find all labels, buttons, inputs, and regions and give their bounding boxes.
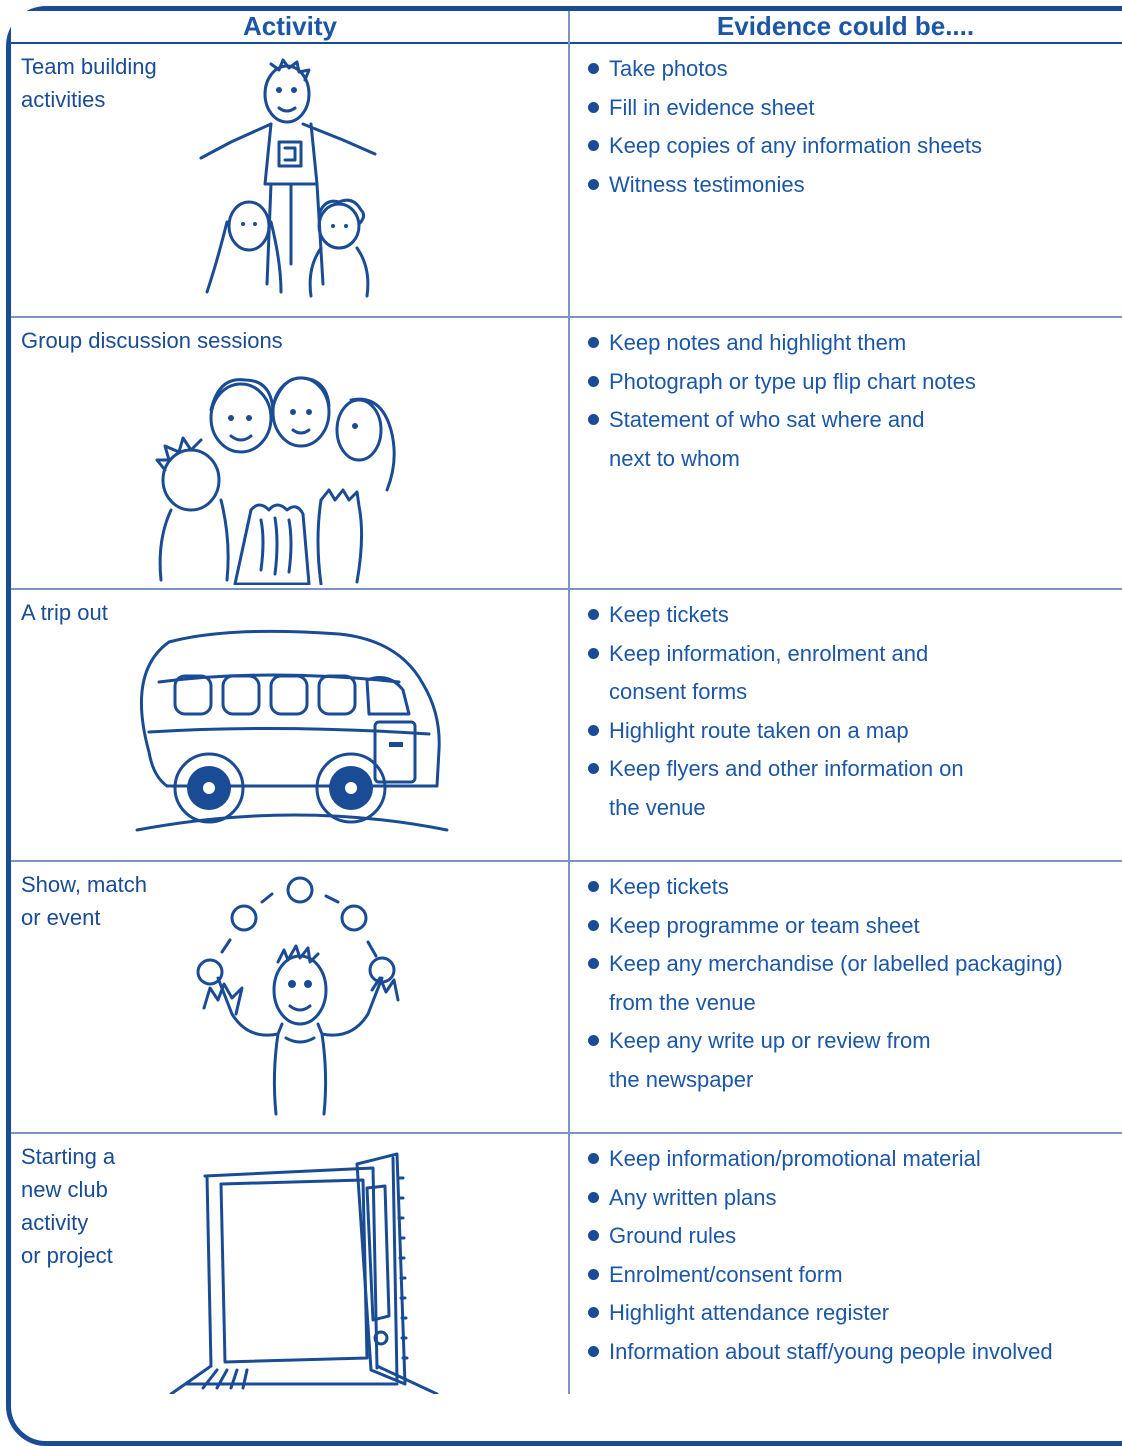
- activity-line: A trip out: [21, 600, 108, 625]
- activity-line: or event: [21, 905, 101, 930]
- group-discussion-icon: [151, 360, 411, 585]
- table-row: [11, 862, 1122, 1132]
- list-item: Keep flyers and other information on: [586, 750, 964, 789]
- list-item: Ground rules: [586, 1217, 1053, 1256]
- open-door-icon: [157, 1148, 447, 1394]
- list-item: Enrolment/consent form: [586, 1256, 1053, 1295]
- evidence-list: [586, 596, 964, 827]
- list-item: Keep programme or team sheet: [586, 907, 1063, 946]
- team-building-people-icon: [191, 54, 391, 299]
- table-row: [11, 590, 1122, 860]
- activity-cell: [21, 50, 157, 116]
- evidence-column-header: Evidence could be....: [716, 11, 975, 41]
- evidence-list: [586, 868, 1063, 1099]
- activity-line: new club: [21, 1177, 108, 1202]
- activity-cell: [21, 324, 283, 357]
- list-item: Take photos: [586, 50, 982, 89]
- list-item: Any written plans: [586, 1179, 1053, 1218]
- list-item: Keep notes and highlight them: [586, 324, 976, 363]
- list-item: Keep tickets: [586, 596, 964, 635]
- list-item-continuation: consent forms: [609, 679, 748, 704]
- list-item-continuation: the venue: [609, 794, 706, 820]
- evidence-list: [586, 324, 976, 478]
- list-item: Keep information/promotional material: [586, 1140, 1053, 1179]
- list-item: Keep copies of any information sheets: [586, 127, 982, 166]
- list-item-continuation: next to whom: [609, 445, 740, 471]
- activity-line: activities: [21, 87, 106, 112]
- activity-line: Group discussion sessions: [21, 328, 283, 353]
- activity-cell: [21, 868, 147, 934]
- activity-line: Team building: [21, 54, 157, 79]
- bus-icon: [119, 612, 449, 837]
- table-header: [11, 11, 1122, 44]
- activity-line: Show, match: [21, 872, 147, 897]
- list-item: Keep tickets: [586, 868, 1063, 907]
- list-item: Photograph or type up flip chart notes: [586, 363, 976, 402]
- list-item: Information about staff/young people involved: [586, 1333, 1053, 1372]
- juggler-icon: [186, 872, 416, 1117]
- activity-line: or project: [21, 1243, 113, 1268]
- list-item: Keep any write up or review from: [586, 1022, 1063, 1061]
- list-item: Highlight attendance register: [586, 1294, 1053, 1333]
- list-item: Witness testimonies: [586, 166, 982, 205]
- list-item: Keep information, enrolment and: [586, 635, 964, 674]
- activity-column-header: Activity: [243, 11, 337, 41]
- activity-line: activity: [21, 1210, 89, 1235]
- list-item: Keep any merchandise (or labelled packaging): [586, 945, 1063, 984]
- table-row: [11, 44, 1122, 316]
- activity-line: Starting a: [21, 1144, 116, 1169]
- evidence-list: [586, 1140, 1053, 1371]
- table-row: [11, 1134, 1122, 1394]
- list-item-continuation: the newspaper: [609, 1066, 754, 1092]
- list-item-continuation: from the venue: [609, 989, 756, 1015]
- list-item: Statement of who sat where and: [586, 401, 976, 440]
- list-item: Highlight route taken on a map: [586, 712, 964, 751]
- list-item: Fill in evidence sheet: [586, 89, 982, 128]
- table-row: [11, 318, 1122, 588]
- activity-cell: [21, 596, 108, 629]
- activity-cell: [21, 1140, 115, 1272]
- evidence-list: [586, 50, 982, 204]
